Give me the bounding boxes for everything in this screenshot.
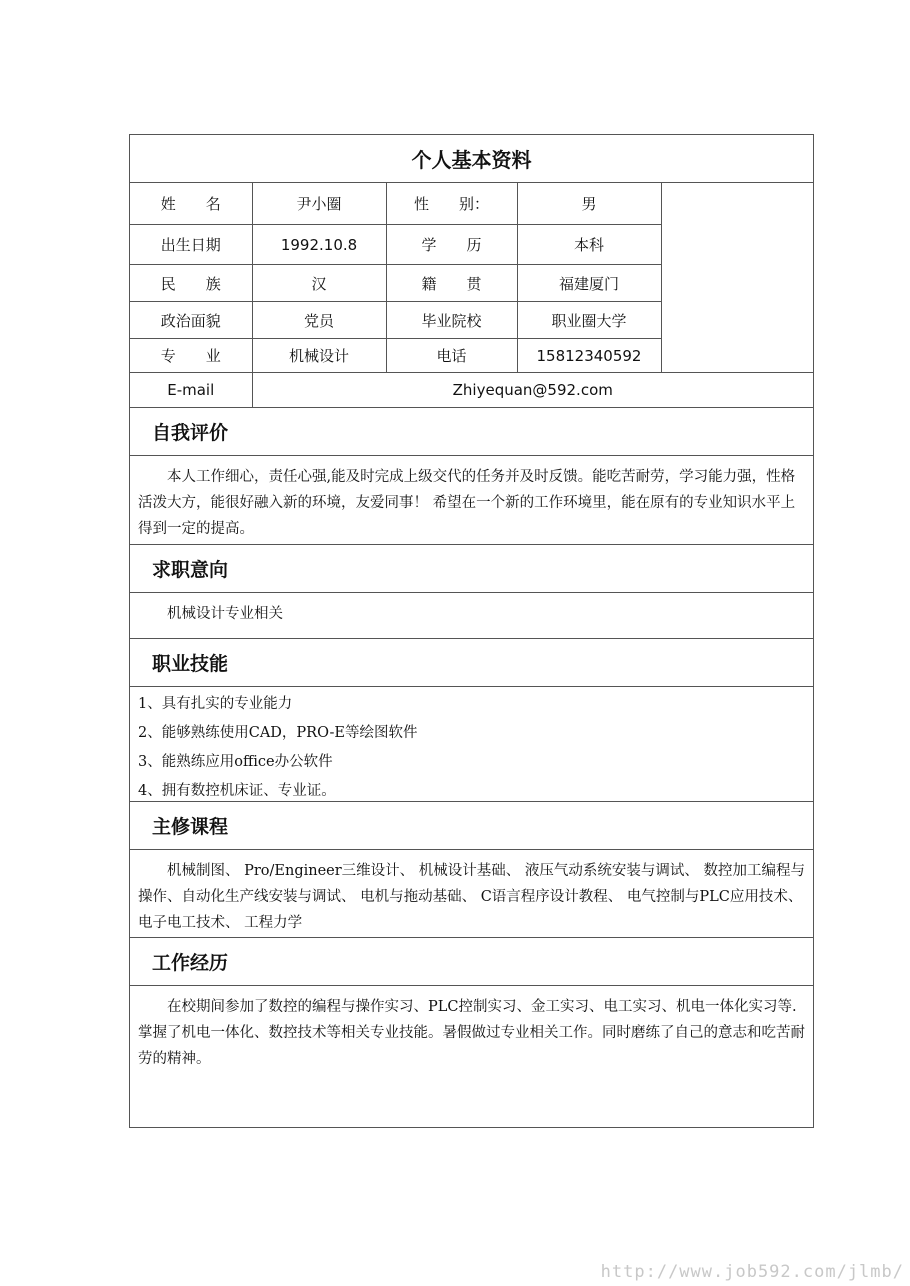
skill-item: 1、具有扎实的专业能力 (138, 695, 293, 712)
resume-sheet (129, 134, 814, 1128)
courses-heading: 主修课程 (130, 801, 813, 849)
politics-value: 党员 (252, 302, 386, 339)
email-value: Zhiyequan@592.com (252, 373, 813, 407)
gender-label: 性 别： (386, 183, 517, 225)
school-label: 毕业院校 (386, 302, 517, 339)
politics-label: 政治面貌 (130, 302, 252, 339)
basic-info-table (130, 135, 813, 407)
objective-heading: 求职意向 (130, 544, 813, 592)
skills-section (130, 686, 813, 801)
birth-value: 1992.10.8 (252, 225, 386, 265)
page-title: 个人基本资料 (130, 135, 813, 183)
experience-text: 在校期间参加了数控的编程与操作实习、PLC控制实习、金工实习、电工实习、机电一体化实习等.掌握了机电一体化、数控技术等相关专业技能。暑假做过专业相关工作。同时磨练了自己的意志和吃苦耐劳的精神。 (138, 998, 805, 1067)
gender-value: 男 (517, 183, 661, 225)
major-value: 机械设计 (252, 339, 386, 373)
skill-item: 2、能够熟练使用CAD，PRO-E等绘图软件 (138, 724, 418, 741)
name-label: 姓 名 (130, 183, 252, 225)
courses-section (130, 849, 813, 937)
experience-section (130, 985, 813, 1127)
edu-label: 学 历 (386, 225, 517, 265)
phone-value: 15812340592 (517, 339, 661, 373)
nation-label: 民 族 (130, 265, 252, 302)
phone-label: 电话 (386, 339, 517, 373)
origin-value: 福建厦门 (517, 265, 661, 302)
nation-value: 汉 (252, 265, 386, 302)
skill-item: 3、能熟练应用office办公软件 (138, 753, 333, 770)
watermark-url: http://www.job592.com/jlmb/ (600, 1262, 904, 1282)
major-label: 专 业 (130, 339, 252, 373)
self-eval-heading: 自我评价 (130, 407, 813, 455)
email-label: E-mail (130, 373, 252, 407)
self-eval-section (130, 455, 813, 544)
skills-heading: 职业技能 (130, 638, 813, 686)
self-eval-text: 本人工作细心，责任心强,能及时完成上级交代的任务并及时反馈。能吃苦耐劳，学习能力强，性格活泼大方，能很好融入新的环境，友爱同事！ 希望在一个新的工作环境里，能在原有的专业知识水平上得到一定的提高。 (138, 468, 796, 537)
skill-item: 4、拥有数控机床证、专业证。 (138, 782, 336, 799)
objective-text: 机械设计专业相关 (167, 605, 283, 622)
name-value: 尹小圈 (252, 183, 386, 225)
courses-text: 机械制图、 Pro/Engineer三维设计、 机械设计基础、 液压气动系统安装与调试、 数控加工编程与操作、自动化生产线安装与调试、 电机与拖动基础、 C语言程序设计教程、 电气控制与PLC应用技术、 电子电工技术、 工程力学 (138, 862, 806, 931)
edu-value: 本科 (517, 225, 661, 265)
photo-box (661, 183, 813, 373)
objective-section (130, 592, 813, 638)
experience-heading: 工作经历 (130, 937, 813, 985)
birth-label: 出生日期 (130, 225, 252, 265)
origin-label: 籍 贯 (386, 265, 517, 302)
school-value: 职业圈大学 (517, 302, 661, 339)
